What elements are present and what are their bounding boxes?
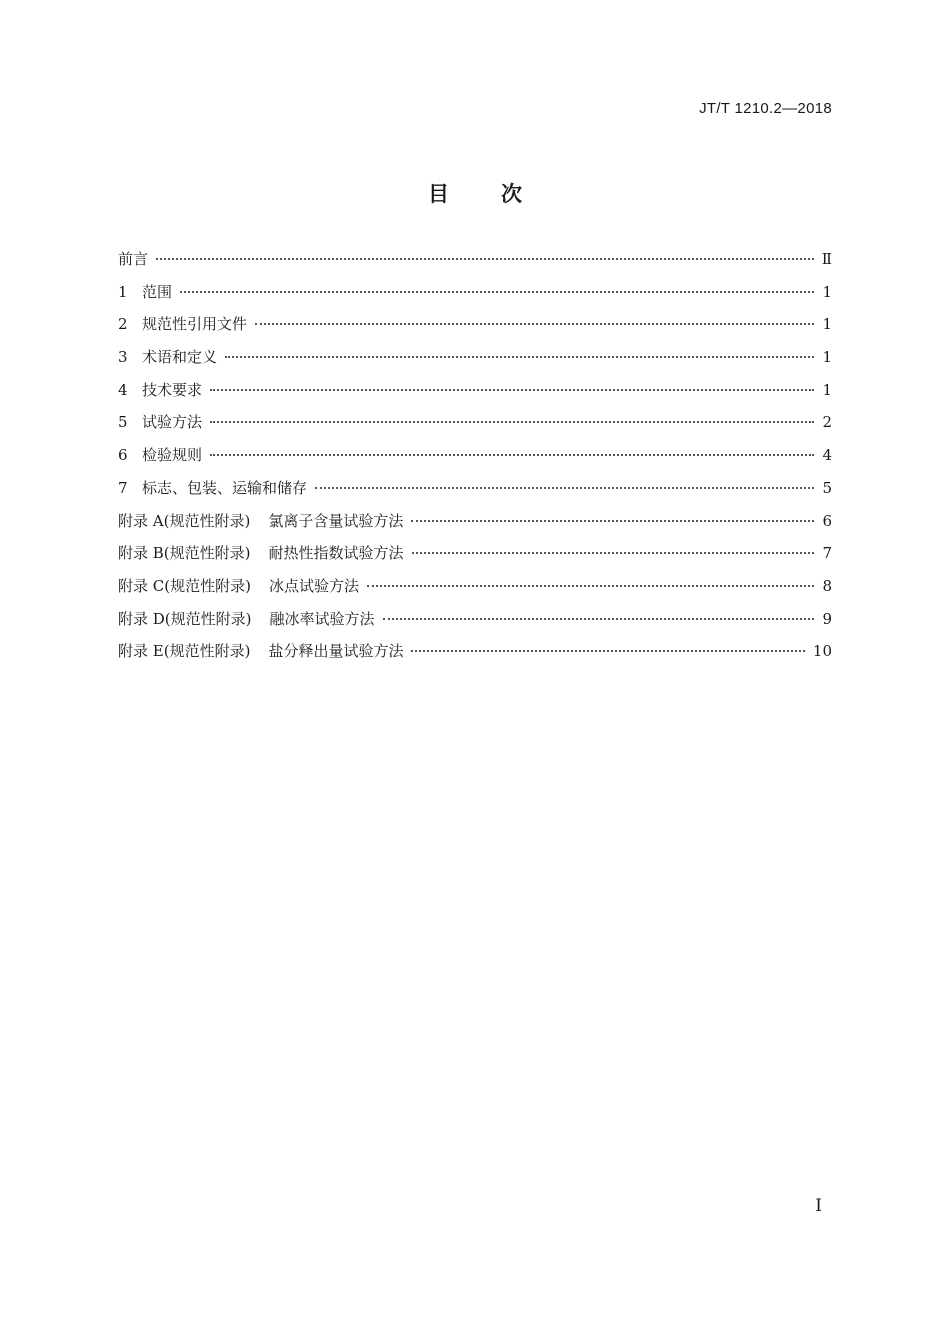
toc-entry-page: 4 (822, 446, 832, 465)
toc-entry-page: 7 (822, 544, 832, 563)
toc-entry-page: 5 (822, 478, 832, 497)
toc-entry-annex-c[interactable] (118, 575, 832, 608)
toc-entry-number: 6 (118, 446, 128, 465)
page-title (0, 178, 950, 208)
toc-entry-label: 前言 (118, 250, 149, 268)
toc-entry-page: 1 (822, 348, 832, 367)
annex-topic: 氯离子含量试验方法 (268, 511, 404, 530)
annex-topic: 耐热性指数试验方法 (268, 544, 404, 563)
toc-entry-foreword[interactable] (118, 248, 832, 281)
toc-entry-label: 试验方法 (142, 413, 203, 432)
dot-leader (411, 650, 804, 652)
annex-prefix: 附录 C(规范性附录) (118, 576, 251, 595)
toc-entry-number: 3 (118, 348, 128, 367)
toc-entry-annex-a[interactable] (118, 510, 832, 543)
toc-entry-page: 1 (822, 282, 832, 301)
toc-entry-annex-e[interactable] (118, 640, 832, 673)
annex-prefix: 附录 B(规范性附录) (118, 544, 251, 563)
standard-code: JT/T 1210.2—2018 (699, 100, 832, 117)
dot-leader (210, 389, 814, 391)
annex-topic: 融冰率试验方法 (269, 609, 375, 628)
toc-entry-label: 标志、包装、运输和储存 (142, 478, 308, 497)
dot-leader (225, 356, 814, 358)
toc-entry-page: 8 (822, 576, 832, 595)
toc-entry-number: 2 (118, 315, 128, 334)
toc-entry-page: Ⅱ (821, 250, 832, 268)
toc-entry-page: 2 (822, 413, 832, 432)
toc-entry-number: 4 (118, 380, 128, 399)
toc-entry-annex-d[interactable] (118, 608, 832, 641)
title-char-2: 次 (501, 182, 522, 206)
toc-entry-label: 术语和定义 (142, 348, 218, 367)
toc-entry-page: 10 (812, 642, 832, 661)
toc-entry-page: 9 (822, 609, 832, 628)
toc-entry-page: 1 (822, 380, 832, 399)
toc-entry-technical-requirements[interactable] (118, 379, 832, 412)
toc-entry-number: 1 (118, 282, 128, 301)
table-of-contents (118, 248, 832, 673)
dot-leader (315, 487, 814, 489)
page-number: I (815, 1196, 822, 1216)
annex-prefix: 附录 A(规范性附录) (118, 511, 251, 530)
dot-leader (156, 258, 814, 260)
toc-entry-test-methods[interactable] (118, 411, 832, 444)
annex-topic: 盐分释出量试验方法 (268, 642, 404, 661)
toc-entry-page: 1 (822, 315, 832, 334)
toc-entry-label: 规范性引用文件 (142, 315, 248, 334)
toc-entry-scope[interactable] (118, 281, 832, 314)
dot-leader (367, 585, 814, 587)
toc-entry-label: 范围 (142, 282, 173, 301)
dot-leader (210, 454, 814, 456)
dot-leader (411, 520, 814, 522)
annex-prefix: 附录 D(规范性附录) (118, 609, 252, 628)
annex-prefix: 附录 E(规范性附录) (118, 642, 251, 661)
annex-topic: 冰点试验方法 (268, 576, 359, 595)
dot-leader (383, 618, 815, 620)
dot-leader (255, 323, 814, 325)
toc-entry-label: 检验规则 (142, 446, 203, 465)
toc-entry-page: 6 (822, 511, 832, 530)
toc-entry-number: 5 (118, 413, 128, 432)
toc-entry-inspection-rules[interactable] (118, 444, 832, 477)
toc-entry-terms-definitions[interactable] (118, 346, 832, 379)
toc-entry-number: 7 (118, 478, 128, 497)
toc-entry-annex-b[interactable] (118, 542, 832, 575)
toc-entry-marking-packaging[interactable] (118, 477, 832, 510)
toc-entry-normative-references[interactable] (118, 313, 832, 346)
dot-leader (412, 552, 815, 554)
dot-leader (210, 421, 814, 423)
toc-entry-label: 技术要求 (142, 380, 203, 399)
title-char-1: 目 (428, 182, 449, 206)
dot-leader (180, 291, 814, 293)
